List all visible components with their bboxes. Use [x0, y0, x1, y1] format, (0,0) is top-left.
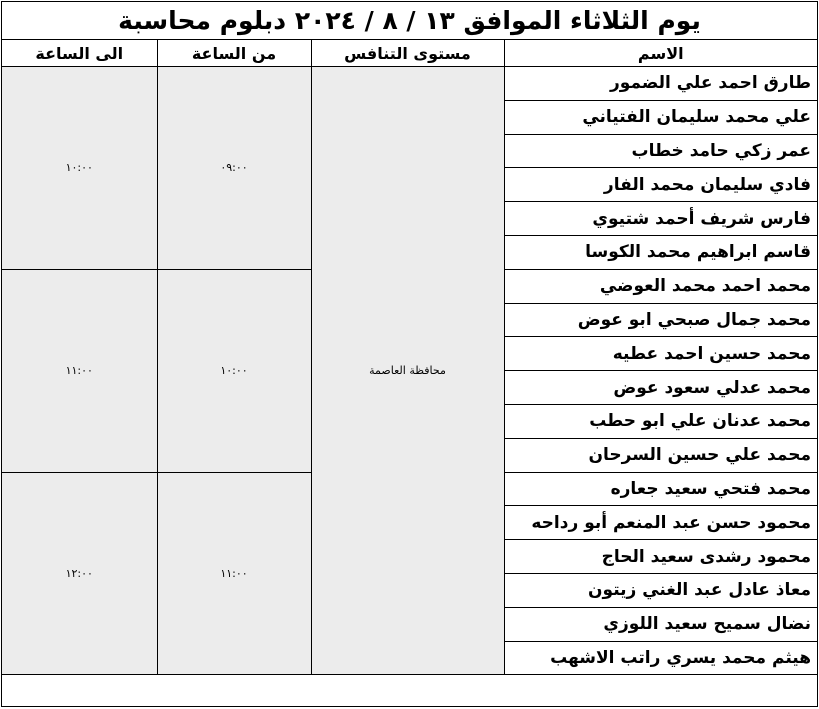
name-cell: علي محمد سليمان الفتياني	[504, 100, 817, 134]
name-cell: فارس شريف أحمد شتيوي	[504, 202, 817, 236]
to-time-cell: ١١:٠٠	[2, 269, 157, 472]
name-cell: هيثم محمد يسري راتب الاشهب	[504, 641, 817, 675]
from-time-cell: ١١:٠٠	[157, 472, 311, 675]
name-cell: محمد جمال صبحي ابو عوض	[504, 303, 817, 337]
name-cell: قاسم ابراهيم محمد الكوسا	[504, 235, 817, 269]
name-cell: محمود رشدى سعيد الحاج	[504, 540, 817, 574]
name-cell: محمود حسن عبد المنعم أبو رداحه	[504, 506, 817, 540]
name-cell: محمد حسين احمد عطيه	[504, 337, 817, 371]
schedule-sheet	[1, 1, 818, 707]
header-from: من الساعة	[157, 40, 311, 67]
name-cell: عمر زكي حامد خطاب	[504, 134, 817, 168]
to-time-cell: ١٠:٠٠	[2, 67, 157, 270]
name-cell: طارق احمد علي الضمور	[504, 67, 817, 101]
page-title: يوم الثلاثاء الموافق ١٣ / ٨ / ٢٠٢٤ دبلوم محاسبة	[2, 2, 817, 40]
name-cell: محمد عدنان علي ابو حطب	[504, 404, 817, 438]
schedule-table	[2, 40, 817, 675]
to-time-cell: ١٢:٠٠	[2, 472, 157, 675]
level-cell: محافظة العاصمة	[311, 67, 504, 675]
header-row	[2, 40, 817, 67]
name-cell: محمد احمد محمد العوضي	[504, 269, 817, 303]
name-cell: محمد عدلي سعود عوض	[504, 371, 817, 405]
header-name: الاسم	[504, 40, 817, 67]
header-to: الى الساعة	[2, 40, 157, 67]
name-cell: فادي سليمان محمد الفار	[504, 168, 817, 202]
table-row	[2, 67, 817, 101]
header-level: مستوى التنافس	[311, 40, 504, 67]
name-cell: محمد فتحي سعيد جعاره	[504, 472, 817, 506]
name-cell: معاذ عادل عبد الغني زيتون	[504, 573, 817, 607]
from-time-cell: ٠٩:٠٠	[157, 67, 311, 270]
from-time-cell: ١٠:٠٠	[157, 269, 311, 472]
name-cell: نضال سميح سعيد اللوزي	[504, 607, 817, 641]
name-cell: محمد علي حسين السرحان	[504, 438, 817, 472]
